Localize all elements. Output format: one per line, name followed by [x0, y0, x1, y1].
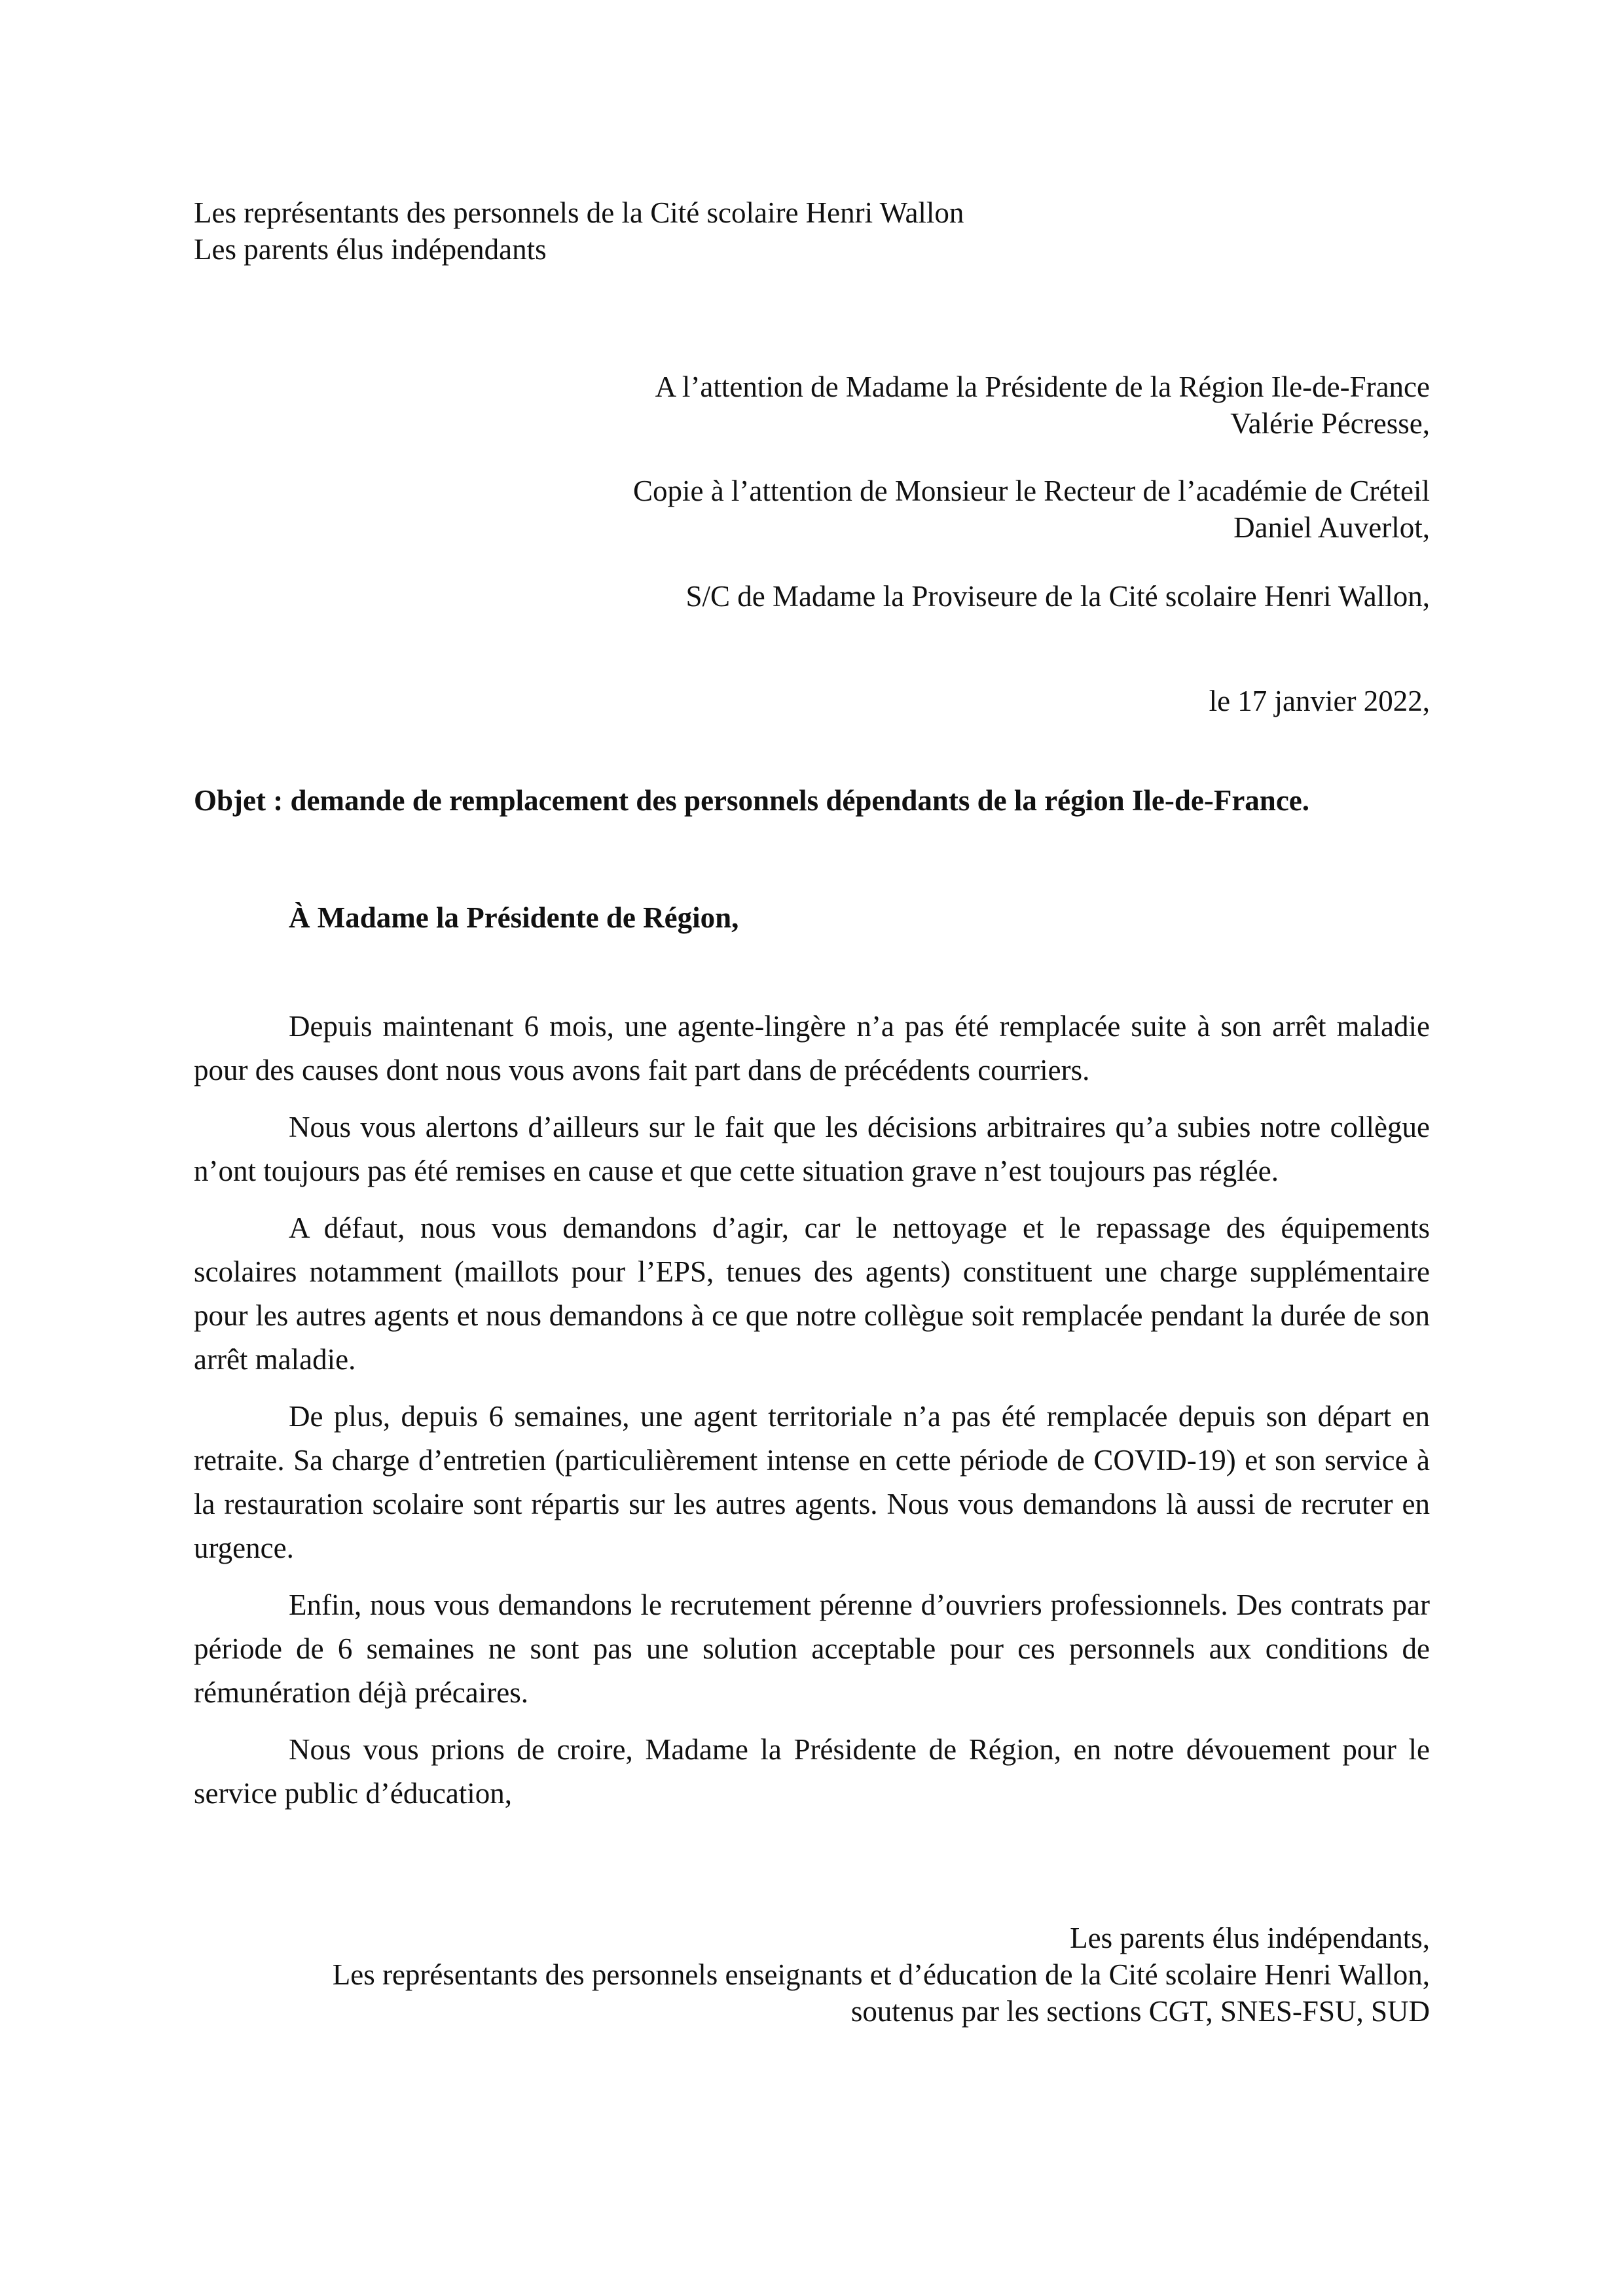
signature-unions: soutenus par les sections CGT, SNES-FSU, SUD [850, 1995, 1430, 2028]
recipient-copy-title: Copie à l’attention de Monsieur le Recteur de l’académie de Créteil [632, 475, 1430, 507]
recipient-main-name: Valérie Pécresse, [1230, 407, 1430, 440]
paragraph-6: Nous vous prions de croire, Madame la Présidente de Région, en notre dévouement pour le service public d’éducation, [194, 1733, 1430, 1810]
salutation: À Madame la Présidente de Région, [289, 901, 739, 934]
paragraph-1: Depuis maintenant 6 mois, une agente-lingère n’a pas été remplacée suite à son arrêt maladie pour des causes dont nous vous avons fait part dans de précédents courriers. [194, 1010, 1430, 1086]
letter-body [194, 1005, 1430, 1829]
paragraph-4: De plus, depuis 6 semaines, une agent territoriale n’a pas été remplacée depuis son départ en retraite. Sa charge d’entretien (particulièrement intense en cette période de COVID-19) et son service à la restauration scolaire sont répartis sur les autres agents. Nous vous demandons là aussi de recruter en urgence. [194, 1400, 1430, 1564]
paragraph-5: Enfin, nous vous demandons le recrutement pérenne d’ouvriers professionnels. Des contrats par période de 6 semaines ne sont pas une solution acceptable pour ces personnels aux conditions de rémunération déjà précaires. [194, 1588, 1430, 1709]
letter-date [1209, 683, 1430, 719]
sender-line-parents: Les parents élus indépendants [194, 233, 547, 266]
paragraph-2: Nous vous alertons d’ailleurs sur le fait que les décisions arbitraires qu’a subies notre collègue n’ont toujours pas été remises en cause et que cette situation grave n’est toujours pas réglée. [194, 1111, 1430, 1187]
date-text: le 17 janvier 2022, [1209, 685, 1430, 717]
signature-staff: Les représentants des personnels enseignants et d’éducation de la Cité scolaire Henri Wallon, [332, 1958, 1430, 1991]
recipient-sc [686, 578, 1431, 615]
subject-line: Objet : demande de remplacement des personnels dépendants de la région Ile-de-France. [194, 784, 1310, 817]
sender-block [194, 194, 964, 268]
recipient-copy [633, 473, 1430, 546]
signature-block [333, 1920, 1430, 2030]
sender-line-staff: Les représentants des personnels de la Cité scolaire Henri Wallon [194, 196, 964, 229]
recipient-main [655, 368, 1430, 442]
recipient-main-title: A l’attention de Madame la Présidente de la Région Ile-de-France [655, 370, 1430, 403]
signature-parents: Les parents élus indépendants, [1070, 1922, 1430, 1954]
recipient-copy-name: Daniel Auverlot, [1233, 511, 1430, 544]
paragraph-3: A défaut, nous vous demandons d’agir, car le nettoyage et le repassage des équipements scolaires notamment (maillots pour l’EPS, tenues des agents) constituent une charge supplémentaire pour les autres agents et nous demandons à ce que notre collègue soit remplacée pendant la durée de son arrêt maladie. [194, 1211, 1430, 1376]
recipient-sc-line: S/C de Madame la Proviseure de la Cité scolaire Henri Wallon, [685, 580, 1430, 613]
